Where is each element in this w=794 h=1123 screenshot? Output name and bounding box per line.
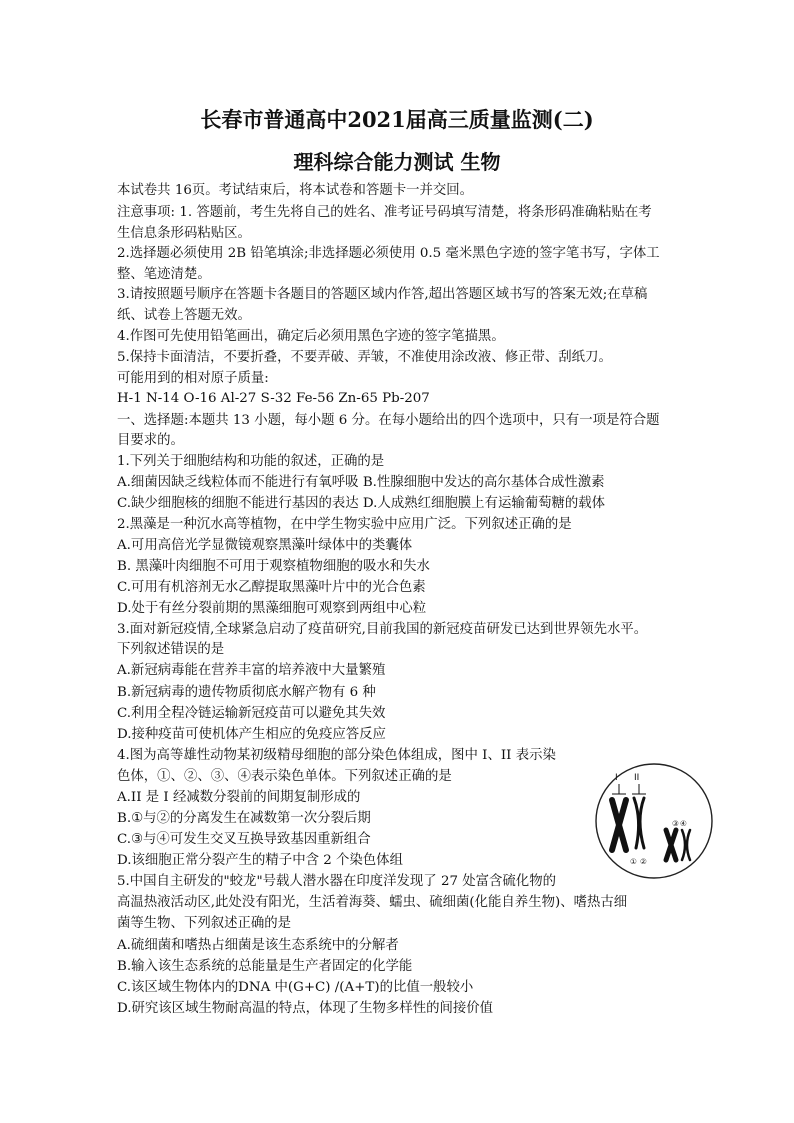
label-4: ④ [680, 819, 687, 828]
text-line: D.研究该区域生物耐高温的特点，体现了生物多样性的间接价值 [117, 1001, 494, 1016]
text-line: 整、笔迹清楚。 [117, 267, 211, 282]
text-line: A.新冠病毒能在营养丰富的培养液中大量繁殖 [117, 663, 386, 678]
text-line: B.新冠病毒的遗传物质彻底水解产物有 6 种 [117, 685, 376, 700]
text-line: 2.黑藻是一种沉水高等植物，在中学生物实验中应用广泛。下列叙述正确的是 [117, 517, 572, 532]
text-line: 下列叙述错误的是 [117, 642, 225, 657]
label-3: ③ [672, 819, 679, 828]
text-line: 1.下列关于细胞结构和功能的叙述，正确的是 [117, 454, 385, 469]
chromosome-small-2 [682, 830, 690, 860]
label-II: II [634, 773, 640, 783]
text-line: 可能用到的相对原子质量: [117, 371, 269, 386]
text-line: 5.中国自主研发的"蛟龙"号载人潜水器在印度洋发现了 27 处富含硫化物的 [117, 874, 556, 889]
page-title: 长春市普通高中2021届高三质量监测(二) [200, 107, 594, 132]
chromosome-I [612, 800, 626, 850]
text-line: 4.作图可先使用铅笔画出，确定后必须用黑色字迹的签字笔描黑。 [117, 329, 505, 344]
text-line: C.③与④可发生交叉互换导致基因重新组合 [117, 832, 371, 847]
text-line: 3.请按照题号顺序在答题卡各题目的答题区域内作答,超出答题区域书写的答案无效;在草稿 [117, 287, 648, 302]
text-line: 2.选择题必须使用 2B 铅笔填涂;非选择题必须使用 0.5 毫米黑色字迹的签字笔书写，字体工 [117, 246, 660, 261]
text-line: 一、选择题:本题共 13 小题，每小题 6 分。在每小题给出的四个选项中，只有一项是符合题 [117, 413, 660, 428]
label-2: ② [640, 857, 647, 866]
text-line: 注意事项: 1. 答题前，考生先将自己的姓名、准考证号码填写清楚，将条形码准确粘贴在考 [117, 205, 652, 220]
text-line: 纸、试卷上答题无效。 [117, 308, 251, 323]
text-line: 菌等生物、下列叙述正确的是 [117, 916, 292, 931]
text-line: C.可用有机溶剂无水乙醇提取黑藻叶片中的光合色素 [117, 580, 426, 595]
page-subtitle: 理科综合能力测试 生物 [293, 150, 501, 174]
text-line: D.该细胞正常分裂产生的精子中含 2 个染色体组 [117, 853, 403, 868]
text-line: B. 黑藻叶肉细胞不可用于观察植物细胞的吸水和失水 [117, 559, 430, 574]
label-1: ① [630, 857, 637, 866]
chromosome-II [634, 798, 644, 848]
chromosome-figure [592, 760, 716, 882]
text-line: 3.面对新冠疫情,全球紧急启动了疫苗研究,目前我国的新冠疫苗研发已达到世界领先水平。 [117, 622, 648, 637]
text-line: 目要求的。 [117, 433, 184, 448]
text-line: A.可用高倍光学显微镜观察黑藻叶绿体中的类囊体 [117, 538, 413, 553]
text-line: 5.保持卡面清洁，不要折叠，不要弄破、弄皱，不准使用涂改液、修正带、刮纸刀。 [117, 350, 612, 365]
text-line: 4.图为高等雄性动物某初级精母细胞的部分染色体组成，图中 I、II 表示染 [117, 748, 556, 763]
text-line: D.处于有丝分裂前期的黑藻细胞可观察到两组中心粒 [117, 601, 427, 616]
text-line: C.缺少细胞核的细胞不能进行基因的表达 D.人成熟红细胞膜上有运输葡萄糖的载体 [117, 496, 606, 511]
text-line: 高温热液活动区,此处没有阳光，生活着海葵、蠕虫、硫细菌(化能自养生物)、嗜热古细 [117, 895, 628, 910]
text-line: A.硫细菌和嗜热占细菌是该生态系统中的分解者 [117, 938, 399, 953]
text-line: A.细菌因缺乏线粒体而不能进行有氧呼吸 B.性腺细胞中发达的高尔基体合成性激素 [117, 475, 605, 490]
text-line: B.输入该生态系统的总能量是生产者固定的化学能 [117, 959, 413, 974]
label-I: I [615, 773, 618, 783]
cell-outline [596, 764, 712, 878]
text-line: H-1 N-14 O-16 Al-27 S-32 Fe-56 Zn-65 Pb-207 [117, 391, 430, 406]
text-line: C.利用全程冷链运输新冠疫苗可以避免其失效 [117, 706, 386, 721]
text-line: 生信息条形码粘贴区。 [117, 226, 251, 241]
text-line: A.II 是 I 经减数分裂前的间期复制形成的 [117, 790, 361, 805]
text-line: 本试卷共 16页。考试结束后，将本试卷和答题卡一并交回。 [117, 183, 474, 198]
text-line: 色体，①、②、③、④表示染色单体。下列叙述正确的是 [117, 769, 452, 784]
text-line: D.接种疫苗可使机体产生相应的免疫应答反应 [117, 727, 386, 742]
chromosome-small-1 [666, 830, 676, 860]
text-line: C.该区域生物体内的DNA 中(G+C) /(A+T)的比值一般较小 [117, 980, 474, 995]
text-line: B.①与②的分离发生在减数第一次分裂后期 [117, 811, 371, 826]
